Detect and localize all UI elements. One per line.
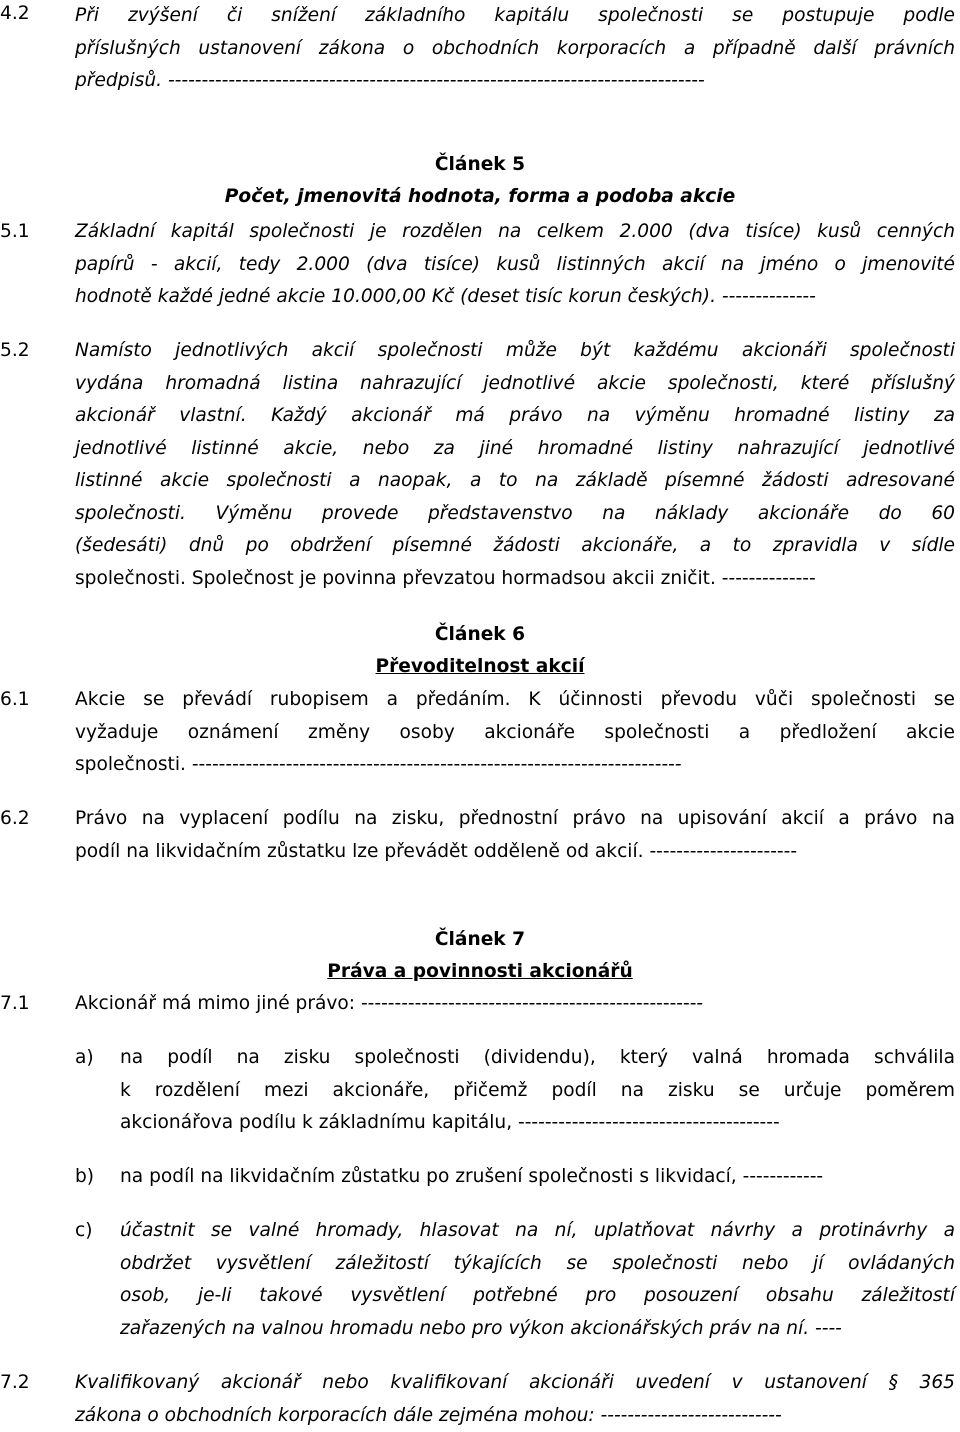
- text-line: listinné akcie společnosti a naopak, a to na základě písemné žádosti adresované: [75, 465, 955, 498]
- text-line: akcionář vlastní. Každý akcionář má právo na výměnu hromadné listiny za: [75, 400, 955, 433]
- text-line: zákona o obchodních korporacích dále zejména mohou: ---------------------------: [75, 1400, 955, 1432]
- article-heading-5: [0, 149, 960, 213]
- paragraph-number: 6.1: [0, 684, 30, 717]
- paragraph-text: [75, 684, 955, 782]
- paragraph-number: 5.2: [0, 335, 30, 368]
- article-title: Článek 6: [0, 619, 960, 651]
- text-line: účastnit se valné hromady, hlasovat na ní, uplatňovat návrhy a protinávrhy a: [120, 1215, 955, 1248]
- list-letter: b): [75, 1161, 94, 1194]
- text-line: (šedesáti) dnů po obdržení písemné žádosti akcionáře, a to zpravidla v sídle: [75, 530, 955, 563]
- text-line: Kvalifikovaný akcionář nebo kvalifikovaní akcionáři uvedení v ustanovení § 365: [75, 1367, 955, 1400]
- text-line: Základní kapitál společnosti je rozdělen na celkem 2.000 (dva tisíce) kusů cenných: [75, 216, 955, 249]
- paragraph-text: [75, 988, 955, 1021]
- article-subtitle: Převoditelnost akcií: [376, 656, 585, 677]
- paragraph-text: [75, 216, 955, 314]
- text-line: Právo na vyplacení podílu na zisku, přednostní právo na upisování akcií a právo na: [75, 803, 955, 836]
- paragraph-number: 7.1: [0, 988, 30, 1021]
- article-heading-7: [0, 924, 960, 988]
- article-subtitle: Počet, jmenovitá hodnota, forma a podoba akcie: [0, 181, 960, 213]
- paragraph-number: 6.2: [0, 803, 30, 836]
- text-line: příslušných ustanovení zákona o obchodních korporacích a případně další právních: [75, 33, 955, 66]
- paragraph-text: [75, 1367, 955, 1432]
- text-line: na podíl na zisku společnosti (dividendu), který valná hromada schválila: [120, 1042, 955, 1075]
- text-line: jednotlivé listinné akcie, nebo za jiné hromadné listiny nahrazující jednotlivé: [75, 433, 955, 466]
- list-item-text: [120, 1161, 955, 1194]
- list-letter: a): [75, 1042, 94, 1075]
- text-line: zařazených na valnou hromadu nebo pro výkon akcionářských práv na ní. ----: [120, 1313, 955, 1346]
- paragraph-text: [75, 0, 955, 98]
- text-line: společnosti. Výměnu provede představenstvo na náklady akcionáře do 60: [75, 498, 955, 531]
- list-item-text: [120, 1215, 955, 1345]
- text-line: akcionářova podílu k základnímu kapitálu, ---------------------------------------: [120, 1107, 955, 1140]
- article-title: Článek 5: [0, 149, 960, 181]
- paragraph-number: 5.1: [0, 216, 30, 249]
- text-line: Namísto jednotlivých akcií společnosti může být každému akcionáři společnosti: [75, 335, 955, 368]
- list-letter: c): [75, 1215, 92, 1248]
- text-line: hodnotě každé jedné akcie 10.000,00 Kč (deset tisíc korun českých). --------------: [75, 281, 955, 314]
- paragraph-number: 4.2: [0, 0, 30, 28]
- text-line: společnosti. Společnost je povinna převzatou hormadsou akcii zničit. --------------: [75, 563, 955, 596]
- text-line: vydána hromadná listina nahrazující jednotlivé akcie společnosti, které příslušný: [75, 368, 955, 401]
- text-line: Při zvýšení či snížení základního kapitálu společnosti se postupuje podle: [75, 0, 955, 33]
- text-line: na podíl na likvidačním zůstatku po zrušení společnosti s likvidací, ------------: [120, 1161, 955, 1194]
- text-line: Akcionář má mimo jiné právo: ---------------------------------------------------: [75, 988, 955, 1021]
- paragraph-number: 7.2: [0, 1367, 30, 1400]
- text-line: osob, je-li takové vysvětlení potřebné pro posouzení obsahu záležitostí: [120, 1280, 955, 1313]
- text-line: k rozdělení mezi akcionáře, přičemž podíl na zisku se určuje poměrem: [120, 1075, 955, 1108]
- paragraph-text: [75, 803, 955, 868]
- text-line: předpisů. --------------------------------------------------------------------------------: [75, 65, 955, 98]
- article-subtitle: Práva a povinnosti akcionářů: [327, 961, 632, 982]
- text-line: vyžaduje oznámení změny osoby akcionáře společnosti a předložení akcie: [75, 717, 955, 750]
- text-line: společnosti. -------------------------------------------------------------------------: [75, 749, 955, 782]
- list-item-text: [120, 1042, 955, 1140]
- text-line: papírů - akcií, tedy 2.000 (dva tisíce) kusů listinných akcií na jméno o jmenovité: [75, 249, 955, 282]
- article-title: Článek 7: [0, 924, 960, 956]
- text-line: podíl na likvidačním zůstatku lze převádět odděleně od akcií. ----------------------: [75, 836, 955, 869]
- paragraph-text: [75, 335, 955, 595]
- article-heading-6: [0, 619, 960, 683]
- text-line: Akcie se převádí rubopisem a předáním. K účinnosti převodu vůči společnosti se: [75, 684, 955, 717]
- text-line: obdržet vysvětlení záležitostí týkajících se společnosti nebo jí ovládaných: [120, 1248, 955, 1281]
